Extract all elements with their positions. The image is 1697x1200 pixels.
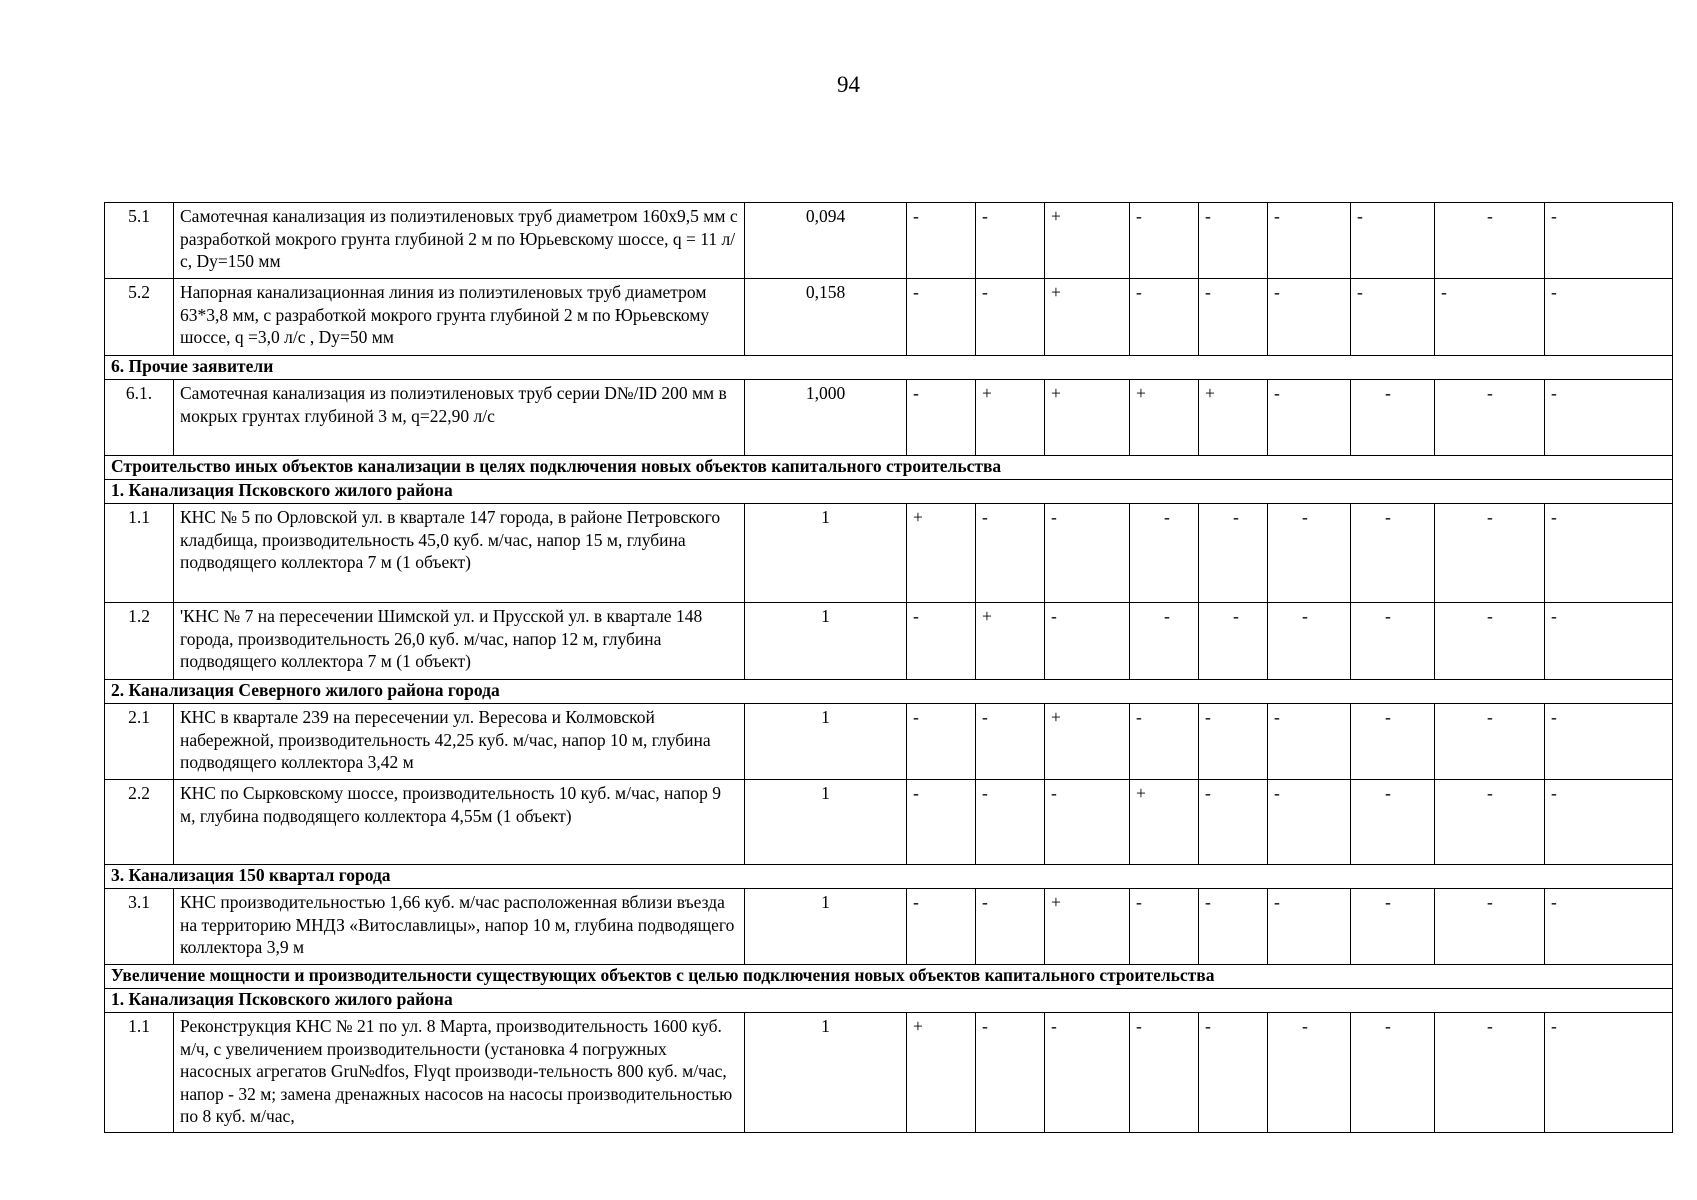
mark-cell: - xyxy=(1351,889,1435,965)
mark-cell: - xyxy=(1435,279,1545,356)
mark-cell: - xyxy=(907,279,976,356)
row-number-cell: 6.1. xyxy=(105,380,174,456)
mark-cell: - xyxy=(1351,380,1435,456)
row-number-cell: 1.2 xyxy=(105,603,174,680)
mark-cell: - xyxy=(976,889,1045,965)
section-heading: Увеличение мощности и производительности существующих объектов с целью подключения новых объектов капитального строительства xyxy=(105,965,1673,989)
volume-cell: 1 xyxy=(745,704,907,780)
mark-cell: - xyxy=(1268,603,1351,680)
mark-cell: - xyxy=(976,704,1045,780)
row-number-cell: 1.1 xyxy=(105,1013,174,1133)
table-row xyxy=(105,1013,1673,1133)
mark-cell: - xyxy=(1351,504,1435,603)
mark-cell: - xyxy=(1199,203,1268,279)
mark-cell: - xyxy=(1045,780,1130,865)
section-heading: 6. Прочие заявители xyxy=(105,356,1673,380)
mark-cell: - xyxy=(1545,889,1673,965)
row-number-cell: 5.2 xyxy=(105,279,174,356)
mark-cell: - xyxy=(1351,603,1435,680)
mark-cell: + xyxy=(907,1013,976,1133)
mark-cell: - xyxy=(976,279,1045,356)
mark-cell: - xyxy=(1545,780,1673,865)
volume-cell: 1 xyxy=(745,1013,907,1133)
mark-cell: + xyxy=(1045,203,1130,279)
description-cell: Самотечная канализация из полиэтиленовых труб диаметром 160х9,5 мм с разработкой мокрого грунта глубиной 2 м по Юрьевскому шоссе, q = 11 л/с, Dy=150 мм xyxy=(174,203,745,279)
section-heading: 1. Канализация Псковского жилого района xyxy=(105,989,1673,1013)
mark-cell: - xyxy=(1435,704,1545,780)
mark-cell: - xyxy=(1045,1013,1130,1133)
table-row xyxy=(105,704,1673,780)
mark-cell: - xyxy=(1545,704,1673,780)
section-heading: 2. Канализация Северного жилого района города xyxy=(105,680,1673,704)
mark-cell: - xyxy=(1545,603,1673,680)
volume-cell: 1 xyxy=(745,504,907,603)
mark-cell: + xyxy=(1045,279,1130,356)
mark-cell: - xyxy=(1130,889,1199,965)
table-row xyxy=(105,504,1673,603)
mark-cell: - xyxy=(907,704,976,780)
mark-cell: - xyxy=(1435,380,1545,456)
section-row xyxy=(105,356,1673,380)
description-cell: КНС производительностью 1,66 куб. м/час расположенная вблизи въезда на территорию МНДЗ «Витославлицы», напор 10 м, глубина подводящего коллектора 3,9 м xyxy=(174,889,745,965)
mark-cell: - xyxy=(907,889,976,965)
mark-cell: - xyxy=(1545,279,1673,356)
section-row xyxy=(105,865,1673,889)
mark-cell: - xyxy=(1199,279,1268,356)
mark-cell: - xyxy=(976,203,1045,279)
row-number-cell: 1.1 xyxy=(105,504,174,603)
mark-cell: - xyxy=(1435,1013,1545,1133)
mark-cell: - xyxy=(1268,504,1351,603)
description-cell: Самотечная канализация из полиэтиленовых труб серии D№/ID 200 мм в мокрых грунтах глубиной 3 м, q=22,90 л/с xyxy=(174,380,745,456)
mark-cell: - xyxy=(1435,889,1545,965)
works-table xyxy=(104,202,1673,1133)
section-heading: 1. Канализация Псковского жилого района xyxy=(105,480,1673,504)
mark-cell: - xyxy=(1351,203,1435,279)
mark-cell: - xyxy=(1268,380,1351,456)
mark-cell: - xyxy=(1351,279,1435,356)
mark-cell: - xyxy=(1435,603,1545,680)
mark-cell: - xyxy=(1351,1013,1435,1133)
row-number-cell: 2.2 xyxy=(105,780,174,865)
mark-cell: - xyxy=(1268,780,1351,865)
table-row xyxy=(105,203,1673,279)
mark-cell: - xyxy=(1545,203,1673,279)
volume-cell: 0,158 xyxy=(745,279,907,356)
section-heading: Строительство иных объектов канализации в целях подключения новых объектов капитального строительства xyxy=(105,456,1673,480)
mark-cell: - xyxy=(1435,504,1545,603)
section-row xyxy=(105,456,1673,480)
mark-cell: - xyxy=(907,780,976,865)
mark-cell: + xyxy=(1130,780,1199,865)
table-row xyxy=(105,780,1673,865)
mark-cell: + xyxy=(1045,704,1130,780)
volume-cell: 0,094 xyxy=(745,203,907,279)
mark-cell: - xyxy=(1199,889,1268,965)
mark-cell: + xyxy=(1199,380,1268,456)
section-heading: 3. Канализация 150 квартал города xyxy=(105,865,1673,889)
volume-cell: 1 xyxy=(745,603,907,680)
mark-cell: - xyxy=(1045,603,1130,680)
mark-cell: + xyxy=(976,603,1045,680)
mark-cell: - xyxy=(1545,504,1673,603)
mark-cell: - xyxy=(1199,603,1268,680)
description-cell: Реконструкция КНС № 21 по ул. 8 Марта, производительность 1600 куб. м/ч, с увеличением производительности (установка 4 погружных насосных агрегатов Gru№dfos, Flyqt производи-тельность 800 куб. м/час, напор - 32 м; замена дренажных насосов на насосы производительностью по 8 куб. м/час, xyxy=(174,1013,745,1133)
description-cell: КНС по Сырковскому шоссе, производительность 10 куб. м/час, напор 9 м, глубина подводящего коллектора 4,55м (1 объект) xyxy=(174,780,745,865)
mark-cell: - xyxy=(1130,279,1199,356)
description-cell: КНС в квартале 239 на пересечении ул. Вересова и Колмовской набережной, производительность 42,25 куб. м/час, напор 10 м, глубина подводящего коллектора 3,42 м xyxy=(174,704,745,780)
mark-cell: - xyxy=(1199,704,1268,780)
volume-cell: 1 xyxy=(745,780,907,865)
mark-cell: - xyxy=(1268,704,1351,780)
mark-cell: + xyxy=(1130,380,1199,456)
table-row xyxy=(105,889,1673,965)
mark-cell: - xyxy=(1268,203,1351,279)
mark-cell: - xyxy=(1351,780,1435,865)
description-cell: 'КНС № 7 на пересечении Шимской ул. и Прусской ул. в квартале 148 города, производительность 26,0 куб. м/час, напор 12 м, глубина подводящего коллектора 7 м (1 объект) xyxy=(174,603,745,680)
section-row xyxy=(105,989,1673,1013)
mark-cell: - xyxy=(1130,1013,1199,1133)
mark-cell: - xyxy=(1199,504,1268,603)
mark-cell: - xyxy=(1268,1013,1351,1133)
mark-cell: - xyxy=(1130,704,1199,780)
volume-cell: 1 xyxy=(745,889,907,965)
row-number-cell: 2.1 xyxy=(105,704,174,780)
mark-cell: - xyxy=(1545,1013,1673,1133)
mark-cell: - xyxy=(1199,1013,1268,1133)
section-row xyxy=(105,480,1673,504)
row-number-cell: 5.1 xyxy=(105,203,174,279)
mark-cell: + xyxy=(976,380,1045,456)
mark-cell: - xyxy=(976,780,1045,865)
table-row xyxy=(105,279,1673,356)
section-row xyxy=(105,965,1673,989)
mark-cell: - xyxy=(976,1013,1045,1133)
description-cell: КНС № 5 по Орловской ул. в квартале 147 города, в районе Петровского кладбища, производительность 45,0 куб. м/час, напор 15 м, глубина подводящего коллектора 7 м (1 объект) xyxy=(174,504,745,603)
mark-cell: - xyxy=(1435,780,1545,865)
row-number-cell: 3.1 xyxy=(105,889,174,965)
volume-cell: 1,000 xyxy=(745,380,907,456)
mark-cell: - xyxy=(1130,504,1199,603)
mark-cell: - xyxy=(907,380,976,456)
mark-cell: - xyxy=(907,603,976,680)
section-row xyxy=(105,680,1673,704)
mark-cell: - xyxy=(976,504,1045,603)
mark-cell: - xyxy=(907,203,976,279)
description-cell: Напорная канализационная линия из полиэтиленовых труб диаметром 63*3,8 мм, с разработкой мокрого грунта глубиной 2 м по Юрьевскому шоссе, q =3,0 л/с , Dy=50 мм xyxy=(174,279,745,356)
mark-cell: - xyxy=(1435,203,1545,279)
mark-cell: - xyxy=(1268,279,1351,356)
mark-cell: - xyxy=(1130,203,1199,279)
page-number: 94 xyxy=(837,72,860,97)
mark-cell: - xyxy=(1130,603,1199,680)
table-row xyxy=(105,603,1673,680)
mark-cell: - xyxy=(1045,504,1130,603)
mark-cell: + xyxy=(1045,380,1130,456)
mark-cell: - xyxy=(1545,380,1673,456)
mark-cell: - xyxy=(1199,780,1268,865)
mark-cell: + xyxy=(1045,889,1130,965)
mark-cell: + xyxy=(907,504,976,603)
mark-cell: - xyxy=(1268,889,1351,965)
table-row xyxy=(105,380,1673,456)
mark-cell: - xyxy=(1351,704,1435,780)
